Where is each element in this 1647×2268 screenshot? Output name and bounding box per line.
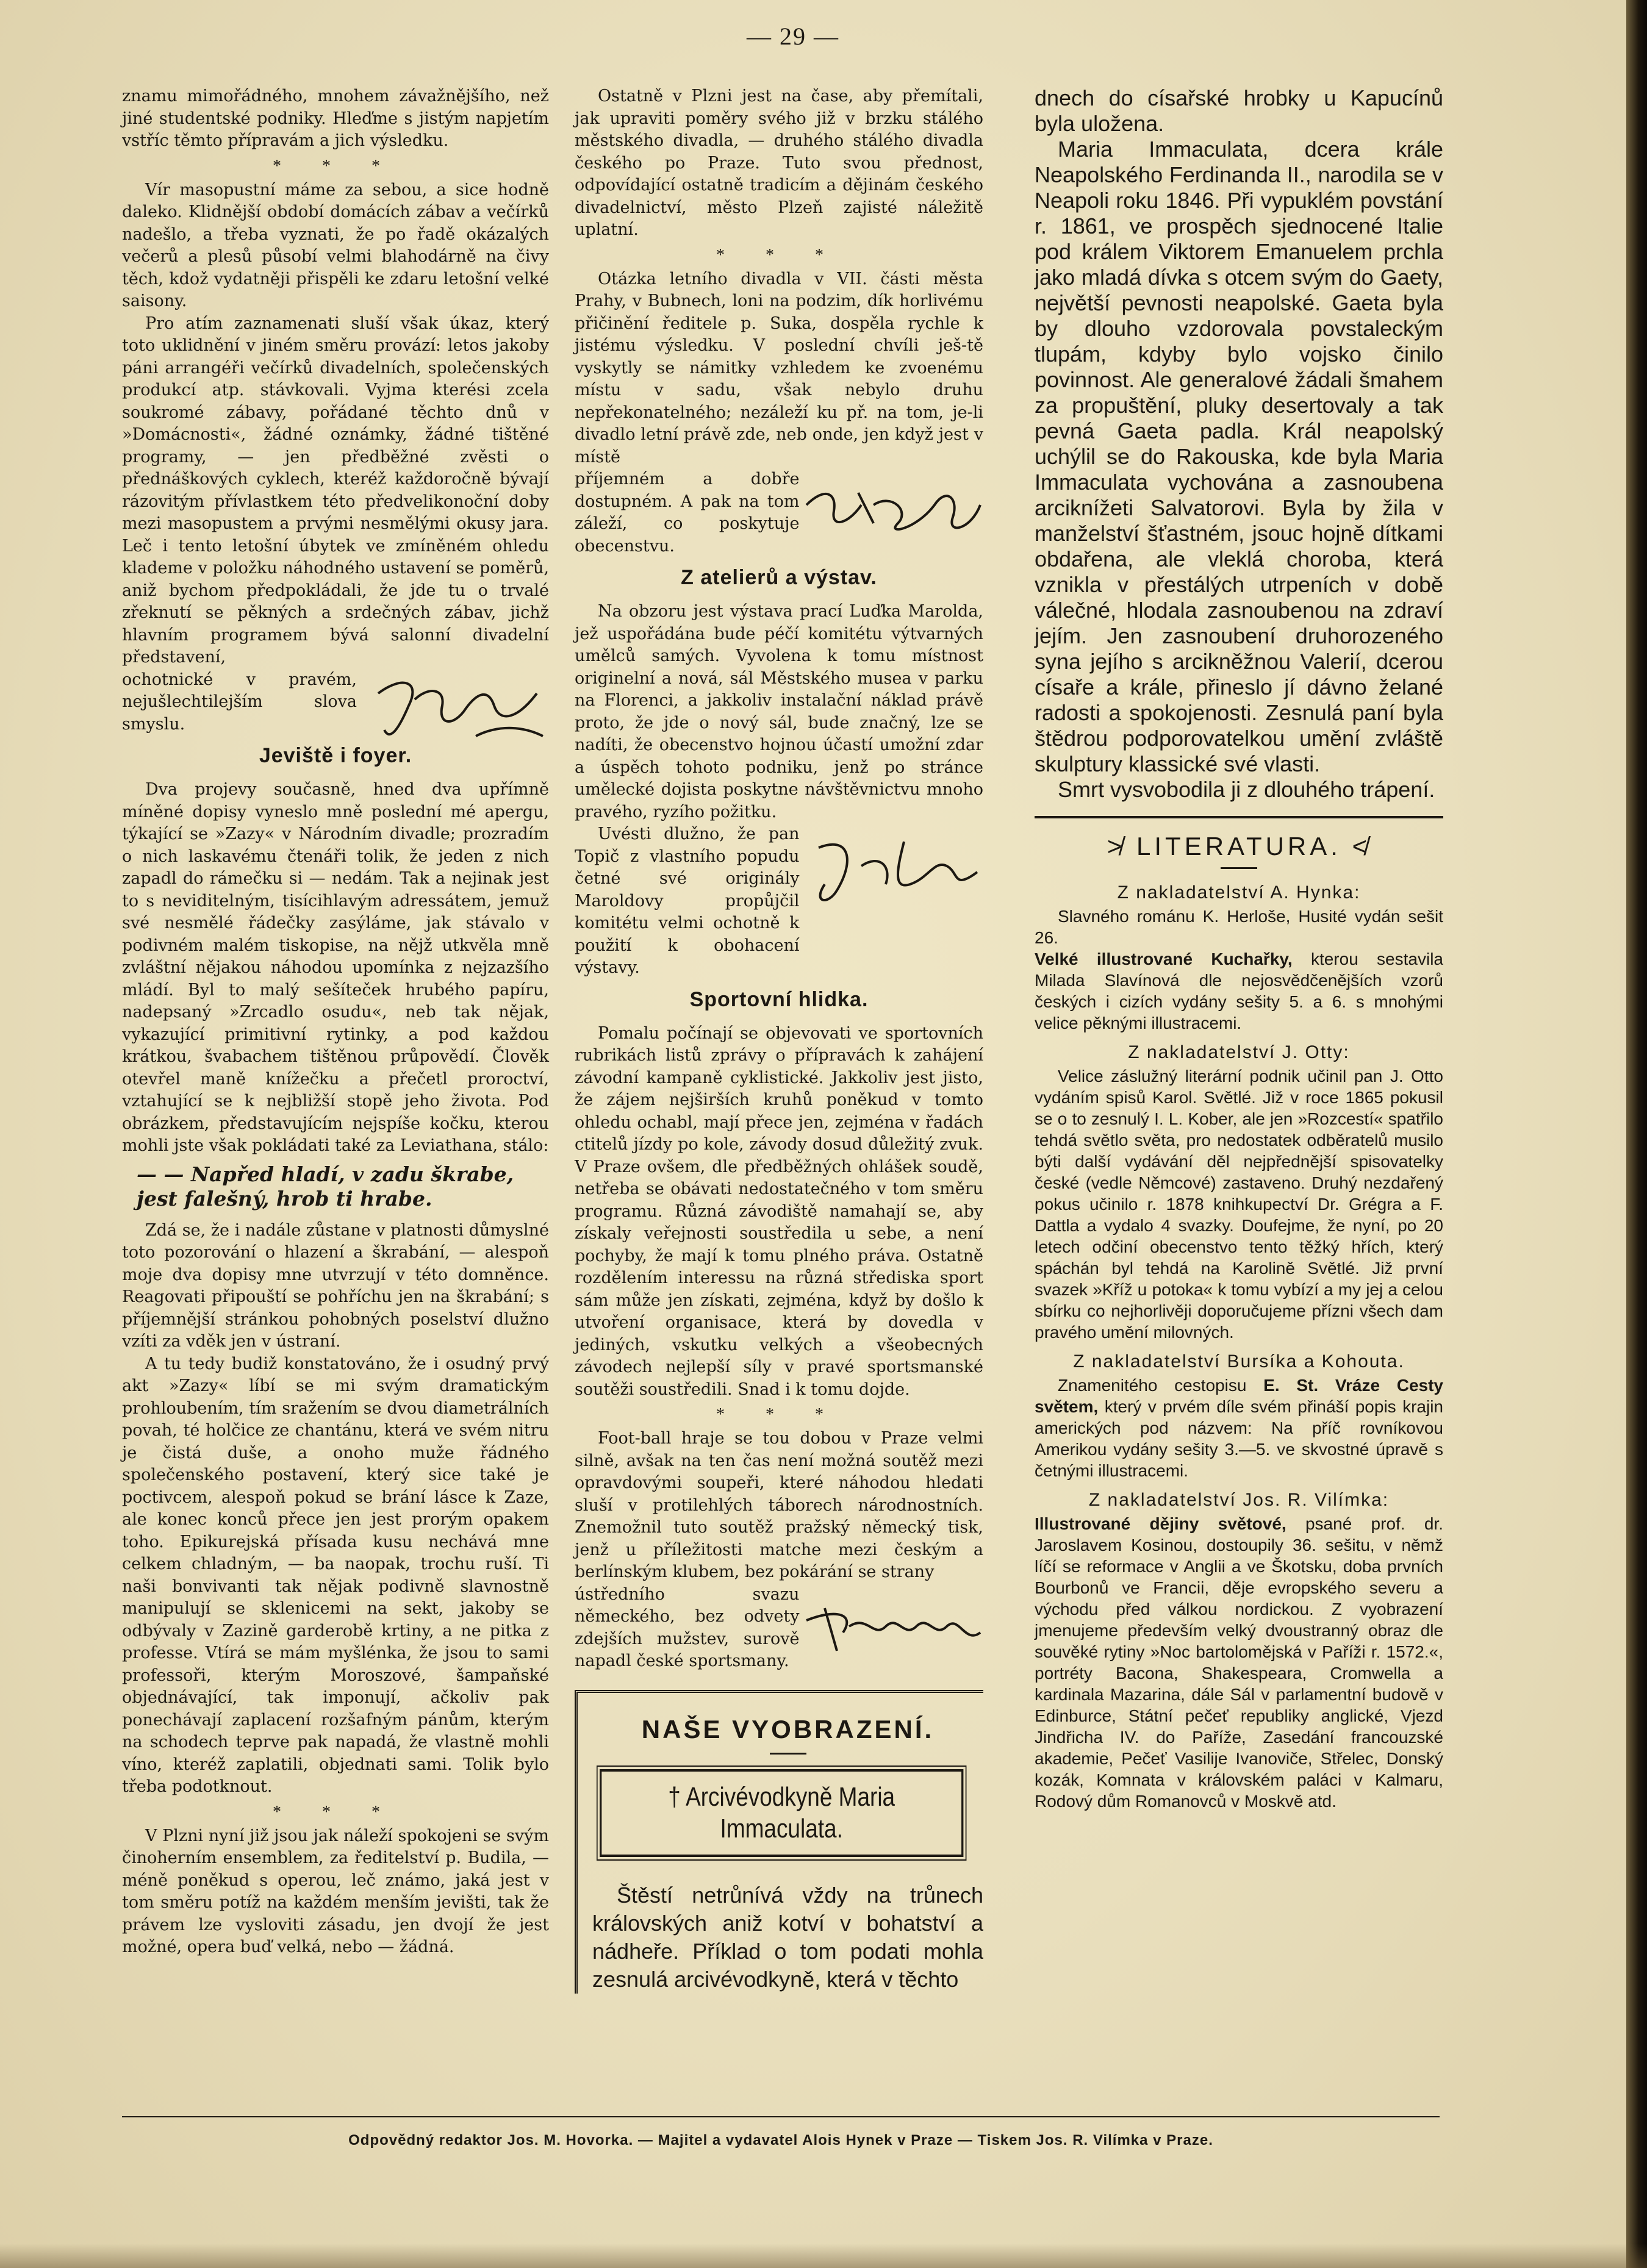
paragraph-text: který v prvém díle svém přináší popis krajin amerických pod názvem: Na příč rovníkovou Amerikou vydány sešity 3.—5. ve skvostné úpravě s četnými illustracemi. bbox=[1035, 1397, 1443, 1480]
paragraph: Dva projevy současně, hned dva upřímně míněné dopisy vyneslo mně poslední mé apergu, týkající se »Zazy« v Národním divadle; prozradím o nich laskavému čtenáři tolik, že jeden z nich zapadl do rámečku si — nedám. Tak a nejinak jest to s neviditelným, tisícihlavým adressátem, jemuž své nesmělé řádečky zasýláme, jak stávalo v podivném malém tiskopise, na nějž utkvěla mně zvláštní nějakou náhodou upomínka z nejzazšího mládí. Byl to malý sešíteček hrubého papíru, nadepsaný »Zrcadlo osudu«, neb tak nějak, vykazující primitivní rytinky, a pod každou krátkou, švabachem tištěnou průpovědí. Člověk otevřel maně knížečku a přečetl proroctví, vztahující se k nejbližší stopě jeho života. Pod obrázkem, představujícím nejspíše kočku, kterou mohli jste však pokládati také za Leviathana, stálo: bbox=[122, 780, 549, 1155]
section-divider-stars: * * * bbox=[716, 1405, 842, 1424]
short-divider bbox=[1221, 867, 1257, 869]
section-divider-stars: * * * bbox=[273, 1802, 398, 1822]
page-binding-edge bbox=[1626, 0, 1647, 2268]
section-divider-stars: * * * bbox=[273, 156, 398, 176]
paragraph: dnech do císařské hrobky u Kapucínů byla uložena. bbox=[1035, 85, 1443, 136]
author-signature bbox=[800, 468, 983, 548]
divider bbox=[1035, 816, 1443, 818]
book-title: E. St. Vráze Cesty světem, bbox=[1035, 1376, 1443, 1416]
publisher-heading: Z nakladatelství Bursíka a Kohouta. bbox=[1073, 1351, 1405, 1372]
footer-divider bbox=[122, 2116, 1440, 2117]
paragraph-text: psané prof. dr. Jaroslavem Kosinou, dostoupily 36. sešitu, v němž líčí se reformace v Anglii a ve Škotsku, doba prvních Bourbonů ve Francii, děje evropského severu a východu před válkou nordickou. Z vyobrazení jmenujeme především velký dvoustranný obraz dle souvěké rytiny »Noc bartolomějská v Paříži r. 1572.«, portréty Bacona, Shakespeara, Cromwella a kardinala Mazarina, dále Sál v parlamentní budově v Edinburce, Státní pečeť republiky anglické, Vjezd Jindřicha IV. do Paříže, Zasedání francouzské akademie, Pečeť Vasilije Ivanoviče, Střelec, Donský kozák, Komnata v královském paláci v Kalmaru, Rodový dům Romanovců v Moskvě atd. bbox=[1035, 1514, 1443, 1811]
paragraph bbox=[1035, 1375, 1443, 1481]
paragraph bbox=[1035, 948, 1443, 1034]
section-heading: Sportovní hlidka. bbox=[689, 987, 869, 1011]
signed-paragraph bbox=[575, 468, 983, 557]
paragraph: Slavného románu K. Herloše, Husité vydán sešit 26. bbox=[1035, 907, 1443, 947]
section-heading: Z atelierů a výstav. bbox=[681, 566, 877, 589]
paragraph: Pro atím zaznamenati sluší však úkaz, který toto uklidnění v jiném směru provází: letos jakoby páni arrangéři večírků divadelních, společenských produkcí atp. stávkovali. Vyjma kterési zcela soukromé zábavy, pořádané těchto dnů v »Domácnosti«, žádné oznámky, žádné tištěné programy, — jen předběžné zvěsti o přednáškových cyklech, kteréž každoročně bývají rázovitým přívlastkem této předvelikonoční doby mezi masopustem a prvými nesmělými okusy jara. Leč i tento letošní úbytek ve zmíněném ohledu klademe v položku náhodného ustavení se poměrů, aniž bychom předpokládali, že jde tu o trvalé zřeknutí se pěkných a srdečných zábav, jichž hlavním programem bývá salonní divadelní představení, bbox=[122, 313, 549, 667]
publisher-heading: Z nakladatelství J. Otty: bbox=[1128, 1042, 1350, 1062]
author-signature bbox=[366, 669, 549, 748]
paragraph: Na obzoru jest výstava prací Luďka Marolda, jež uspořádána bude péčí komitétu výtvarných umělců samých. Vyvolena k tomu místnost originelní a nová, sál Městského musea v parku na Florenci, a jakkoliv instalační náklad právě proto, že jde o nový sál, bude značný, lze se nadíti, že obecenstvo hojnou účastí umožní zdar a úspěch tohoto podniku, jenž po stránce umělecké dojista poskytne návštěvnictvu mnoho pravého, ryzího požitku. bbox=[575, 602, 983, 821]
literature-heading: ≯ LITERATURA. ≮ bbox=[1107, 832, 1371, 860]
signed-paragraph bbox=[575, 823, 983, 979]
short-divider bbox=[770, 1753, 806, 1755]
signed-paragraph bbox=[575, 1584, 983, 1673]
paragraph: znamu mimořádného, mnohem závažnějšího, než jiné studentské podniky. Hleďme s jistým napjetím vstříc těmto přípravám a jich výsledku. bbox=[122, 87, 549, 150]
paragraph: Smrt vysvobodila ji z dlouhého trápení. bbox=[1058, 777, 1435, 802]
imprint-footer: Odpovědný redaktor Jos. M. Hovorka. — Majitel a vydavatel Alois Hynek v Praze — Tiskem Jos. R. Vilímka v Praze. bbox=[348, 2132, 1213, 2148]
paragraph: Ostatně v Plzni jest na čase, aby přemítali, jak upraviti poměry svého již v brzku stálého městského divadla, — druhého stálého divadla českého po Praze. Tuto svou přednost, odpovídající ostatně tradicím a dějinám českého divadelnictví, město Plzeň zajisté náležitě uplatní. bbox=[575, 87, 983, 239]
paragraph-text: Znamenitého cestopisu bbox=[1058, 1376, 1264, 1395]
quoted-verse: — — Napřed hladí, v zadu škrabe, jest falešný, hrob ti hrabe. bbox=[137, 1162, 514, 1211]
lead-paragraph: Štěstí netrůnívá vždy na trůnech královských aniž kotví v bohatství a nádheře. Příklad o tom podati mohla zesnulá arcivévodkyně, která v těchto bbox=[592, 1882, 983, 1992]
page-number: — 29 — bbox=[747, 23, 839, 50]
column-2 bbox=[575, 85, 983, 1994]
paragraph: V Plzni nyní již jsou jak náleží spokojeni se svým činoherním ensemblem, za ředitelství p. Budila, — méně poněkud s operou, leč známo, jaká jest v tom směru potíž na každém menším jevišti, tak že právem lze vysloviti zásadu, jen dvojí že jest možné, opera buď velká, nebo — žádná. bbox=[122, 1826, 549, 1956]
section-divider-stars: * * * bbox=[716, 245, 842, 265]
publisher-heading: Z nakladatelství A. Hynka: bbox=[1117, 882, 1361, 903]
paragraph: Vír masopustní máme za sebou, a sice hodně daleko. Klidnější období domácích zábav a večírků nadešlo, a třeba vyznati, že po řadě okázalých večerů a plesů působí velmi blahodárně na čivy těch, kdož vydatněji přispěli ke zdaru letošní velké saisony. bbox=[122, 180, 549, 310]
obituary-title-box: † Arcivévodkyně Maria Immaculata. bbox=[600, 1769, 963, 1857]
paragraph: Maria Immaculata, dcera krále Neapolského Ferdinanda II., narodila se v Neapoli roku 1846. Při vypuklém povstání r. 1861, ve prospěch sjednocené Italie pod králem Viktorem Emanuelem prchla jako mladá dívka s otcem svým do Gaety, největší pevnosti neapolské. Gaeta byla by dlouho vzdorovala povstaleckým tlupám, kdyby bylo vojsko činilo povinnost. Ale generalové žádali šmahem za propuštění, pluky desertovaly a tak pevná Gaeta padla. Král neapolský uchýlil se do Rakouska, kde byla Maria Immaculata vychována a zasnoubena arciknížeti Salvatorovi. Byla by žila v manželství šťastném, jsouc hojně dítkami obdařena, ale vleklá choroba, která vznikla v přestálých utrpeních v době válečné, hlodala zasnoubenou na zdraví jejím. Jen zasnoubení druhorozeného syna jejího s arcikněžnou Valerií, dcerou císaře a krále, přineslo jí dávno želané radosti a spokojenosti. Zesnulá paní byla štědrou podporovatelkou umění zvláště skulptury klassické své vlasti. bbox=[1035, 137, 1443, 776]
paragraph: příjemném a dobře dostupném. A pak na tom záleží, co poskytuje obecenstvu. bbox=[575, 470, 800, 556]
section-heading: Jeviště i foyer. bbox=[259, 744, 412, 767]
author-signature bbox=[800, 823, 983, 915]
paragraph: Pomalu počínají se objevovati ve sportovních rubrikách listů zprávy o přípravách k zahájení závodní kampaně cyklistické. Jakkoliv jest jisto, že zájem nejširších kruhů poněkud v tomto ohledu ochabl, mají přece jen, zejména v řadách ctitelů jízdy po kole, závody dosud důležitý zvuk. V Praze ovšem, dle předběžných ohlášek soudě, netřeba se obávati nedostatečného v tom směru programu. Různá závodiště namahají se, aby získaly veřejnosti soustředila u sebe, a není pochyby, že mají k tomu plného práva. Ostatně rozdělením interessu na různá střediska sport sám může jen získati, zejména, když by došlo k utvoření organisace, která by dovedla v jediných, vskutku velkých a všeobecných závodech nejlepší síly v pravé sportsmanské soutěži soustředili. Snad i k tomu dojde. bbox=[575, 1023, 983, 1399]
publisher-heading: Z nakladatelství Jos. R. Vilímka: bbox=[1088, 1490, 1390, 1510]
paragraph: Otázka letního divadla v VII. části města Prahy, v Bubnech, loni na podzim, dík horlivému přičinění ředitele p. Suka, dospěla rychle k jistému výsledku. V poslední chvíli ješ-tě vyskytly se námitky vzhledem ke zvoenému místu v sadu, však nebylo druhu nepřekonatelného; nezáleží ku př. na tom, je-li divadlo letní právě zde, neb onde, jen když jest v místě bbox=[575, 269, 983, 467]
paragraph-text: kterou sestavila Milada Slavínová dle nejosvědčenějších vzorů českých i cizích vydány sešity 5. a 6. s mnohými velice pěknými illustracemi. bbox=[1035, 950, 1443, 1032]
book-title: Velké illustrované Kuchařky, bbox=[1035, 950, 1293, 968]
page-bottom-shadow bbox=[0, 2244, 1647, 2268]
book-title: Illustrované dějiny světové, bbox=[1035, 1514, 1286, 1533]
column-3 bbox=[1035, 85, 1443, 1812]
author-signature bbox=[800, 1584, 983, 1663]
column-1 bbox=[122, 85, 549, 1959]
paragraph: Velice záslužný literární podnik učinil pan J. Otto vydáním spisů Karol. Světlé. Již v roce 1865 pokusil se o to zesnulý I. L. Kober, ale jen »Rozcestí« spatřilo tehdá světlo světa, pro nedostatek odběratelů musilo býti další vydávání děl nejpřednější spisovatelky české (vedle Němcové) zastaveno. Druhý nezdařený pokus učinilo r. 1878 knihkupectví Dr. Grégra a F. Dattla a vydalo 4 svazky. Doufejme, že nyní, po 20 letech odčiní obecenstvo tento těžký hřích, který spáchán byl tehdá na Karolině Světlé. Již první svazek »Kříž u potoka« k tomu vybízí a my jej a celou sbírku co nejhorlivěji doporučujeme přízni všech dam pravého umění milovných. bbox=[1035, 1067, 1443, 1342]
section-heading: NAŠE VYOBRAZENÍ. bbox=[641, 1714, 935, 1744]
paragraph: ochotnické v pravém, nejušlechtilejším slova smyslu. bbox=[122, 670, 357, 734]
paragraph: Uvésti dlužno, že pan Topič z vlastního popudu četné své originály Maroldovy propůjčil komitétu velmi ochotně k použití k obohacení výstavy. bbox=[575, 825, 800, 977]
signed-paragraph bbox=[122, 669, 549, 736]
paragraph: Foot-ball hraje se tou dobou v Praze velmi silně, avšak na ten čas není možná soutěž mezi opravdovými soupeři, které náhodou hledati sluší v protilehlých táborech národnostních. Znemožnil tuto soutěž pražský německý tisk, jenž u příležitosti matche mezi českým a berlínským klubem, bez pokárání se strany bbox=[575, 1429, 983, 1581]
paragraph bbox=[1035, 1513, 1443, 1812]
our-illustrations-box bbox=[575, 1690, 983, 1994]
paragraph: Zdá se, že i nadále zůstane v platnosti důmyslné toto pozorování o hlazení a škrabání, — alespoň moje dva dopisy mne utvrzují v této domněnce. Reagovati připouští se pohříchu jen na škrabání; s příjemnější stránkou pohobných poselství dlužno vzíti za vděk jen v ústraní. bbox=[122, 1220, 549, 1351]
paragraph: ústředního svazu německého, bez odvety zdejších mužstev, surově napadl české sportsmany. bbox=[575, 1584, 800, 1670]
paragraph: A tu tedy budiž konstatováno, že i osudný prvý akt »Zazy« líbí se mi svým dramatickým prohloubením, tím sražením se dvou diametrálních povah, té holčice ze chantánu, která ve svém nitru je čistá duše, a onoho muže řádného společenského postavení, který sice také je poctivcem, alespoň pokud se brání lásce k Zaze, ale konec konců přece jen jest prorým opakem toho. Epikurejská přísada kusu nechává mne celkem chladným, — ba naopak, trochu ruší. Ti naši bonvivanti tak nějak podivně slavnostně manipulují se sklenicemi na sekt, jakoby se odbývaly v Zazině garderobě krtiny, a ne pitka z professe. Vtírá se mám myšlénka, že jsou to sami professoři, kterým Moroszové, šampaňské objednávající, tak imponují, ačkoliv pak ponechávají zaplacení rozšafným pánům, kterým na schodech teprve pak napadá, že vlastně mohli víno, kteréž zaplatili, objednati sami. Tolik bylo třeba podotknout. bbox=[122, 1354, 549, 1796]
